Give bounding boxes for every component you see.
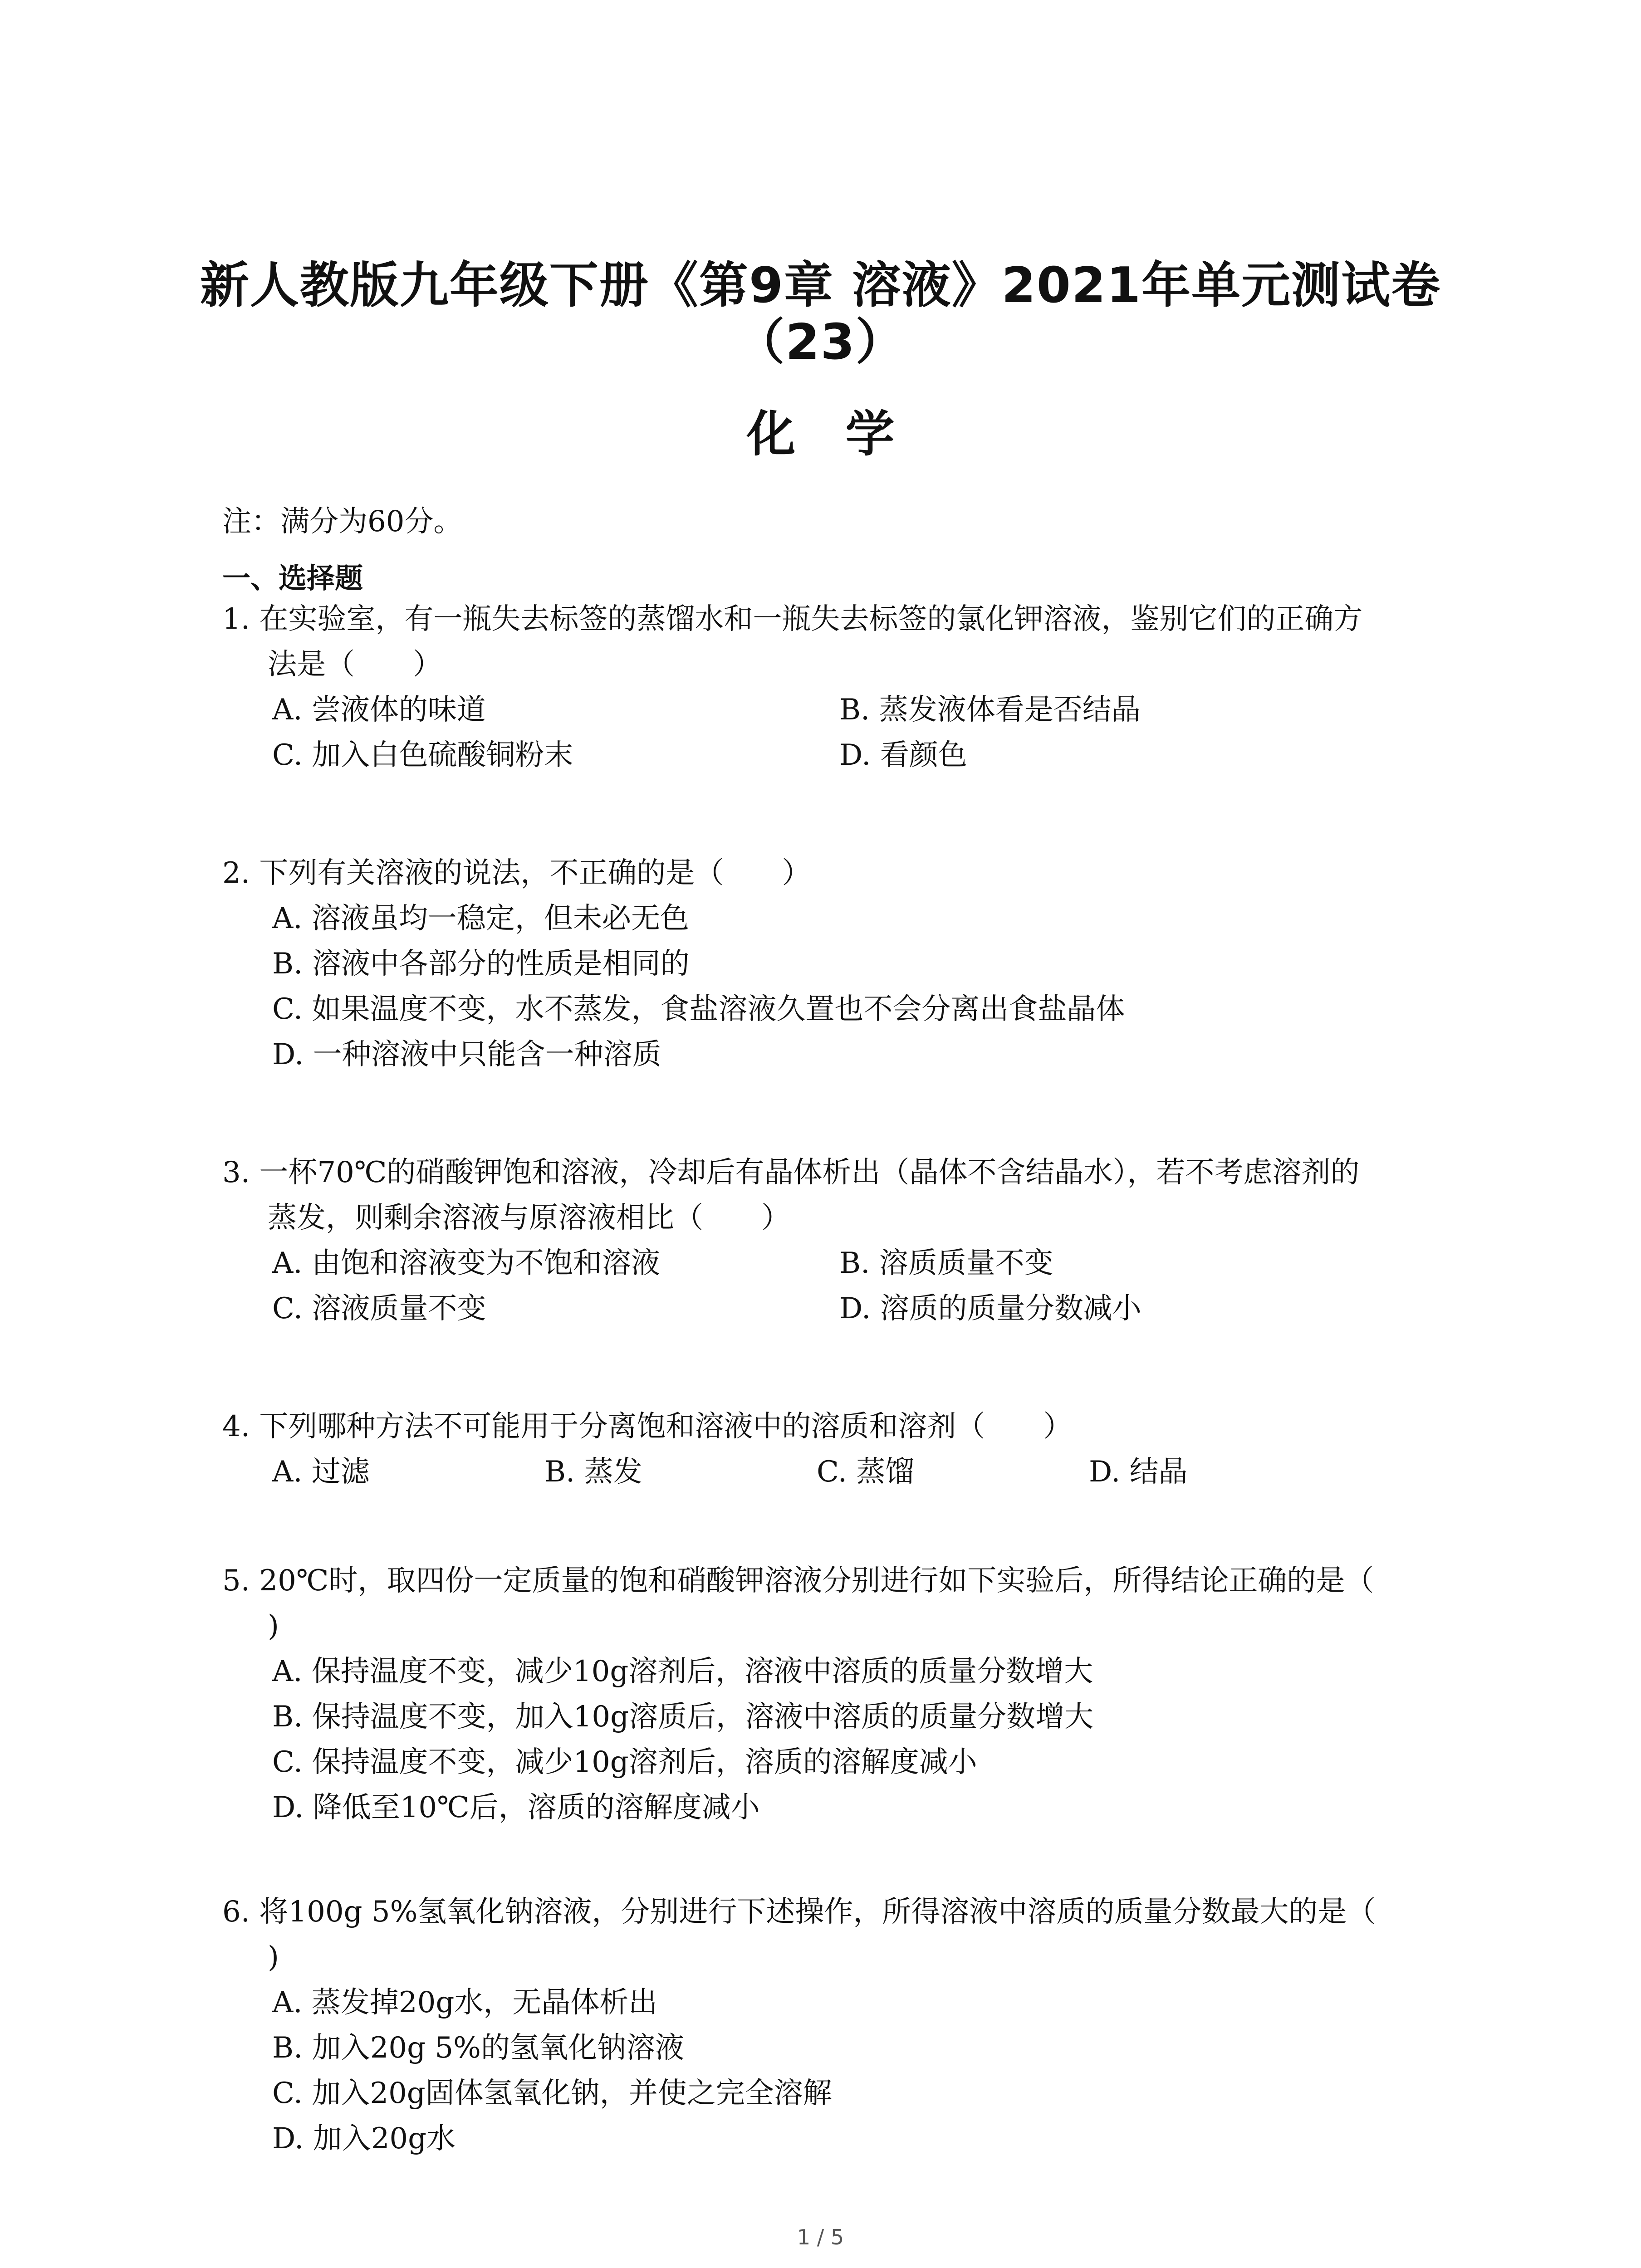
exam-title-line-1: 新人教版九年级下册《第9章 溶液》2021年单元测试卷 <box>200 257 1441 314</box>
question-3-option-c: C. 溶液质量不变 <box>272 1292 486 1325</box>
question-3-option-a: A. 由饱和溶液变为不饱和溶液 <box>272 1246 660 1280</box>
exam-title-line-2: （23） <box>735 314 906 371</box>
question-4-stem: 4. 下列哪种方法不可能用于分离饱和溶液中的溶质和溶剂（ ） <box>222 1410 1073 1443</box>
question-1-stem: 1. 在实验室，有一瓶失去标签的蒸馏水和一瓶失去标签的氯化钾溶液，鉴别它们的正确方 <box>222 602 1363 636</box>
section-title: 一、选择题 <box>222 562 363 595</box>
question-6-option-d: D. 加入20g水 <box>272 2122 456 2156</box>
question-4-option-a: A. 过滤 <box>272 1455 370 1489</box>
question-6-option-a: A. 蒸发掉20g水，无晶体析出 <box>272 1986 658 2019</box>
question-2-option-d: D. 一种溶液中只能含一种溶质 <box>272 1038 661 1071</box>
question-6-option-c: C. 加入20g固体氢氧化钠，并使之完全溶解 <box>272 2077 832 2110</box>
question-1-option-c: C. 加入白色硫酸铜粉末 <box>272 738 573 772</box>
question-4-option-b: B. 蒸发 <box>544 1455 642 1489</box>
question-5-option-b: B. 保持温度不变，加入10g溶质后，溶液中溶质的质量分数增大 <box>272 1700 1094 1734</box>
question-5-option-d: D. 降低至10℃后，溶质的溶解度减小 <box>272 1791 760 1824</box>
question-4-option-c: C. 蒸馏 <box>817 1455 915 1489</box>
question-1-option-d: D. 看颜色 <box>839 738 967 772</box>
question-2-option-c: C. 如果温度不变，水不蒸发，食盐溶液久置也不会分离出食盐晶体 <box>272 992 1125 1026</box>
score-note: 注：满分为60分。 <box>222 505 463 538</box>
subject-heading: 化学 <box>746 406 945 463</box>
question-2-stem: 2. 下列有关溶液的说法，不正确的是（ ） <box>222 856 811 890</box>
question-6-option-b: B. 加入20g 5%的氢氧化钠溶液 <box>272 2031 684 2065</box>
question-3-stem: 3. 一杯70℃的硝酸钾饱和溶液，冷却后有晶体析出（晶体不含结晶水），若不考虑溶剂的 <box>222 1156 1360 1189</box>
question-2-option-a: A. 溶液虽均一稳定，但未必无色 <box>272 902 689 935</box>
question-6-stem-cont: ) <box>268 1941 279 1974</box>
question-2-option-b: B. 溶液中各部分的性质是相同的 <box>272 947 690 981</box>
question-1-option-a: A. 尝液体的味道 <box>272 693 486 727</box>
page-number: 1 / 5 <box>797 2225 844 2249</box>
question-3-option-d: D. 溶质的质量分数减小 <box>839 1292 1141 1325</box>
question-5-stem: 5. 20℃时，取四份一定质量的饱和硝酸钾溶液分别进行如下实验后，所得结论正确的是（ <box>222 1564 1374 1598</box>
question-6-stem: 6. 将100g 5%氢氧化钠溶液，分别进行下述操作，所得溶液中溶质的质量分数最大的是（ <box>222 1895 1376 1929</box>
question-4-option-d: D. 结晶 <box>1089 1455 1188 1489</box>
question-5-stem-cont: ) <box>268 1609 279 1643</box>
question-3-stem-cont: 蒸发，则剩余溶液与原溶液相比（ ） <box>268 1201 790 1235</box>
question-3-option-b: B. 溶质质量不变 <box>839 1246 1053 1280</box>
question-5-option-c: C. 保持温度不变，减少10g溶剂后，溶质的溶解度减小 <box>272 1745 977 1779</box>
question-1-stem-cont: 法是（ ） <box>268 648 442 681</box>
question-5-option-a: A. 保持温度不变，减少10g溶剂后，溶液中溶质的质量分数增大 <box>272 1655 1093 1688</box>
question-1-option-b: B. 蒸发液体看是否结晶 <box>839 693 1141 727</box>
